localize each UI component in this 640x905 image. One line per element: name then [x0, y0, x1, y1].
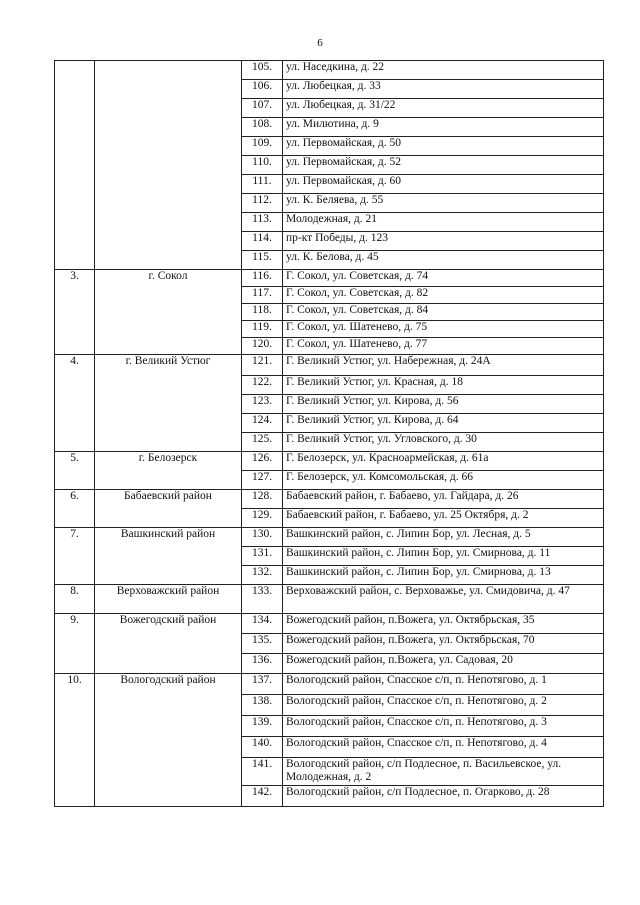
group-area: г. Сокол — [95, 270, 242, 355]
row-index: 135. — [242, 634, 283, 654]
row-address: Г. Великий Устюг, ул. Угловского, д. 30 — [283, 433, 604, 452]
row-address: Г. Великий Устюг, ул. Кирова, д. 56 — [283, 395, 604, 414]
table-row — [55, 674, 604, 695]
row-address: Г. Сокол, ул. Шатенево, д. 75 — [283, 321, 604, 338]
row-address: Вожегодский район, п.Вожега, ул. Садовая, 20 — [283, 654, 604, 674]
row-index: 121. — [242, 355, 283, 376]
group-area: Вожегодский район — [95, 614, 242, 674]
row-index: 133. — [242, 585, 283, 614]
row-address: Бабаевский район, г. Бабаево, ул. Гайдара, д. 26 — [283, 490, 604, 509]
row-address: Вожегодский район, п.Вожега, ул. Октябрьская, 70 — [283, 634, 604, 654]
address-table-body — [55, 61, 604, 807]
group-area: Бабаевский район — [95, 490, 242, 528]
row-address: Вологодский район, Спасское с/п, п. Непотягово, д. 4 — [283, 737, 604, 758]
table-row — [55, 61, 604, 80]
row-address: ул. Первомайская, д. 52 — [283, 156, 604, 175]
row-index: 138. — [242, 695, 283, 716]
table-row — [55, 490, 604, 509]
row-address: Г. Сокол, ул. Советская, д. 74 — [283, 270, 604, 287]
row-address: Верховажский район, с. Верховажье, ул. Смидовича, д. 47 — [283, 585, 604, 614]
address-table — [54, 60, 604, 807]
row-address: ул. Первомайская, д. 50 — [283, 137, 604, 156]
row-index: 142. — [242, 786, 283, 807]
group-area — [95, 61, 242, 270]
table-row — [55, 270, 604, 287]
table-row — [55, 452, 604, 471]
row-index: 131. — [242, 547, 283, 566]
row-index: 125. — [242, 433, 283, 452]
row-index: 139. — [242, 716, 283, 737]
row-index: 141. — [242, 758, 283, 786]
row-index: 116. — [242, 270, 283, 287]
group-number: 3. — [55, 270, 95, 355]
group-number: 8. — [55, 585, 95, 614]
row-address: Вожегодский район, п.Вожега, ул. Октябрьская, 35 — [283, 614, 604, 634]
row-address: ул. Первомайская, д. 60 — [283, 175, 604, 194]
group-number: 10. — [55, 674, 95, 807]
group-number: 7. — [55, 528, 95, 585]
row-address: Бабаевский район, г. Бабаево, ул. 25 Октября, д. 2 — [283, 509, 604, 528]
row-address: Вологодский район, Спасское с/п, п. Непотягово, д. 1 — [283, 674, 604, 695]
row-address: ул. К. Беляева, д. 55 — [283, 194, 604, 213]
row-index: 112. — [242, 194, 283, 213]
row-address: Г. Великий Устюг, ул. Красная, д. 18 — [283, 376, 604, 395]
row-address: Г. Белозерск, ул. Красноармейская, д. 61а — [283, 452, 604, 471]
row-index: 115. — [242, 251, 283, 270]
row-index: 122. — [242, 376, 283, 395]
table-row — [55, 614, 604, 634]
row-index: 123. — [242, 395, 283, 414]
row-index: 136. — [242, 654, 283, 674]
row-address: ул. Любецкая, д. 33 — [283, 80, 604, 99]
row-address: Вологодский район, Спасское с/п, п. Непотягово, д. 2 — [283, 695, 604, 716]
row-index: 111. — [242, 175, 283, 194]
row-address: ул. Любецкая, д. 31/22 — [283, 99, 604, 118]
page-number: 6 — [317, 37, 323, 49]
row-index: 132. — [242, 566, 283, 585]
table-row — [55, 585, 604, 614]
row-index: 109. — [242, 137, 283, 156]
table-row — [55, 528, 604, 547]
group-area: Вологодский район — [95, 674, 242, 807]
row-index: 119. — [242, 321, 283, 338]
group-number: 9. — [55, 614, 95, 674]
row-index: 128. — [242, 490, 283, 509]
row-index: 110. — [242, 156, 283, 175]
row-address: пр-кт Победы, д. 123 — [283, 232, 604, 251]
row-address: Г. Великий Устюг, ул. Кирова, д. 64 — [283, 414, 604, 433]
row-index: 107. — [242, 99, 283, 118]
row-address: Вашкинский район, с. Липин Бор, ул. Смирнова, д. 11 — [283, 547, 604, 566]
row-address: Вологодский район, с/п Подлесное, п. Васильевское, ул. Молодежная, д. 2 — [283, 758, 604, 786]
row-index: 126. — [242, 452, 283, 471]
row-index: 114. — [242, 232, 283, 251]
row-address: Г. Великий Устюг, ул. Набережная, д. 24А — [283, 355, 604, 376]
row-index: 113. — [242, 213, 283, 232]
row-index: 137. — [242, 674, 283, 695]
group-area: Верховажский район — [95, 585, 242, 614]
row-address: ул. Наседкина, д. 22 — [283, 61, 604, 80]
group-area: Вашкинский район — [95, 528, 242, 585]
row-index: 117. — [242, 287, 283, 304]
table-row — [55, 355, 604, 376]
row-index: 105. — [242, 61, 283, 80]
group-area: г. Белозерск — [95, 452, 242, 490]
group-number: 5. — [55, 452, 95, 490]
row-index: 108. — [242, 118, 283, 137]
row-address: ул. Милютина, д. 9 — [283, 118, 604, 137]
row-address: ул. К. Белова, д. 45 — [283, 251, 604, 270]
row-address: Г. Белозерск, ул. Комсомольская, д. 66 — [283, 471, 604, 490]
group-number: 4. — [55, 355, 95, 452]
row-address: Вашкинский район, с. Липин Бор, ул. Лесная, д. 5 — [283, 528, 604, 547]
row-address: Вашкинский район, с. Липин Бор, ул. Смирнова, д. 13 — [283, 566, 604, 585]
group-number: 6. — [55, 490, 95, 528]
row-index: 124. — [242, 414, 283, 433]
row-index: 130. — [242, 528, 283, 547]
row-address: Вологодский район, Спасское с/п, п. Непотягово, д. 3 — [283, 716, 604, 737]
row-address: Г. Сокол, ул. Шатенево, д. 77 — [283, 338, 604, 355]
row-address: Г. Сокол, ул. Советская, д. 84 — [283, 304, 604, 321]
row-index: 127. — [242, 471, 283, 490]
row-address: Вологодский район, с/п Подлесное, п. Огарково, д. 28 — [283, 786, 604, 807]
group-number — [55, 61, 95, 270]
group-area: г. Великий Устюг — [95, 355, 242, 452]
row-index: 120. — [242, 338, 283, 355]
row-address: Г. Сокол, ул. Советская, д. 82 — [283, 287, 604, 304]
row-index: 129. — [242, 509, 283, 528]
row-address: Молодежная, д. 21 — [283, 213, 604, 232]
row-index: 118. — [242, 304, 283, 321]
row-index: 134. — [242, 614, 283, 634]
row-index: 140. — [242, 737, 283, 758]
row-index: 106. — [242, 80, 283, 99]
